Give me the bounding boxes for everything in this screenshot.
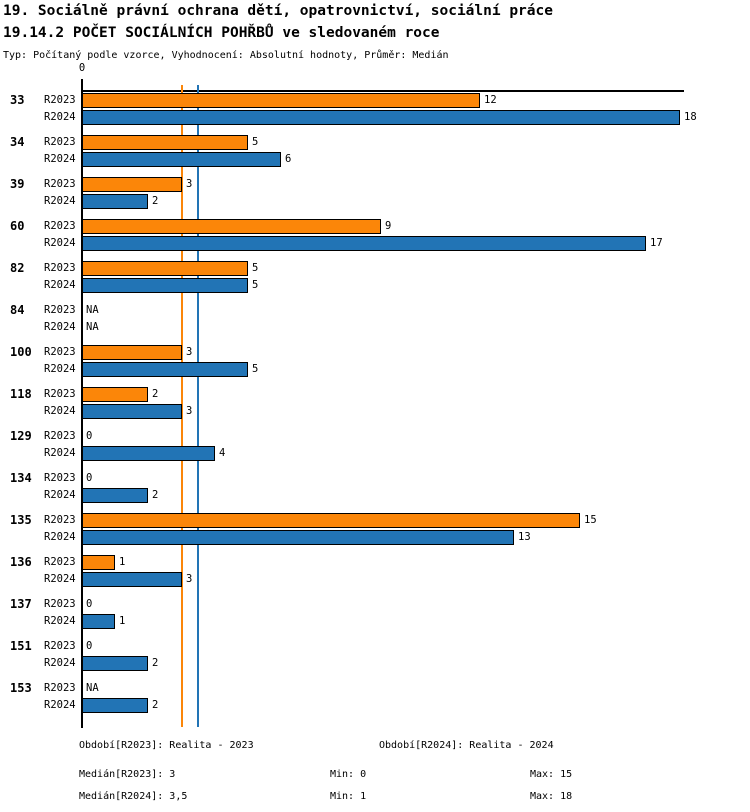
- series-label-r2023: R2023: [44, 220, 76, 232]
- series-label-r2024: R2024: [44, 531, 76, 543]
- category-label-82: 82: [10, 261, 25, 275]
- category-label-136: 136: [10, 555, 32, 569]
- median-label-r2024: Medián[R2024]: 3,5: [79, 791, 188, 802]
- page-subtitle: 19.14.2 POČET SOCIÁLNÍCH POHŘBŮ ve sledovaném roce: [3, 25, 440, 41]
- series-label-r2024: R2024: [44, 699, 76, 711]
- bar-118-r2024: [82, 404, 182, 419]
- series-label-r2023: R2023: [44, 388, 76, 400]
- bar-value-60-r2024: 17: [650, 237, 663, 249]
- category-label-33: 33: [10, 93, 25, 107]
- bar-100-r2023: [82, 345, 182, 360]
- bar-34-r2024: [82, 152, 281, 167]
- series-label-r2024: R2024: [44, 321, 76, 333]
- bar-value-60-r2023: 9: [385, 220, 392, 232]
- bar-135-r2024: [82, 530, 514, 545]
- series-label-r2023: R2023: [44, 514, 76, 526]
- category-label-151: 151: [10, 639, 32, 653]
- series-label-r2024: R2024: [44, 195, 76, 207]
- series-label-r2024: R2024: [44, 573, 76, 585]
- bar-value-129-r2023: 0: [86, 430, 93, 442]
- category-label-39: 39: [10, 177, 25, 191]
- category-label-34: 34: [10, 135, 25, 149]
- bar-value-151-r2023: 0: [86, 640, 93, 652]
- bar-value-134-r2024: 2: [152, 489, 159, 501]
- bar-value-33-r2023: 12: [484, 94, 497, 106]
- category-label-84: 84: [10, 303, 25, 317]
- series-label-r2023: R2023: [44, 430, 76, 442]
- period-label-r2024: Období[R2024]: Realita - 2024: [379, 740, 554, 751]
- series-label-r2023: R2023: [44, 304, 76, 316]
- min-label-r2024: Min: 1: [330, 791, 367, 802]
- bar-82-r2023: [82, 261, 248, 276]
- bar-134-r2024: [82, 488, 148, 503]
- bar-value-33-r2024: 18: [684, 111, 697, 123]
- category-label-153: 153: [10, 681, 32, 695]
- bar-151-r2024: [82, 656, 148, 671]
- bar-34-r2023: [82, 135, 248, 150]
- series-label-r2023: R2023: [44, 598, 76, 610]
- bar-136-r2024: [82, 572, 182, 587]
- series-label-r2024: R2024: [44, 405, 76, 417]
- series-label-r2024: R2024: [44, 153, 76, 165]
- bar-value-82-r2023: 5: [252, 262, 259, 274]
- bar-value-34-r2023: 5: [252, 136, 259, 148]
- bar-value-118-r2024: 3: [186, 405, 193, 417]
- series-label-r2024: R2024: [44, 363, 76, 375]
- series-label-r2023: R2023: [44, 640, 76, 652]
- bar-value-129-r2024: 4: [219, 447, 226, 459]
- category-label-135: 135: [10, 513, 32, 527]
- x-axis-zero-label: 0: [78, 62, 86, 74]
- category-label-100: 100: [10, 345, 32, 359]
- bar-value-39-r2024: 2: [152, 195, 159, 207]
- bar-135-r2023: [82, 513, 580, 528]
- bar-33-r2023: [82, 93, 480, 108]
- period-label-r2023: Období[R2023]: Realita - 2023: [79, 740, 254, 751]
- median-line-r2024: [197, 85, 199, 727]
- bar-value-118-r2023: 2: [152, 388, 159, 400]
- chart-meta-line: Typ: Počítaný podle vzorce, Vyhodnocení: Absolutní hodnoty, Průměr: Medián: [3, 50, 449, 61]
- bar-153-r2024: [82, 698, 148, 713]
- series-label-r2024: R2024: [44, 111, 76, 123]
- category-label-129: 129: [10, 429, 32, 443]
- series-label-r2024: R2024: [44, 615, 76, 627]
- bar-value-153-r2024: 2: [152, 699, 159, 711]
- category-label-134: 134: [10, 471, 32, 485]
- bar-129-r2024: [82, 446, 215, 461]
- bar-value-100-r2024: 5: [252, 363, 259, 375]
- series-label-r2023: R2023: [44, 472, 76, 484]
- bar-118-r2023: [82, 387, 148, 402]
- category-label-118: 118: [10, 387, 32, 401]
- series-label-r2023: R2023: [44, 682, 76, 694]
- bar-value-137-r2024: 1: [119, 615, 126, 627]
- bar-value-135-r2024: 13: [518, 531, 531, 543]
- bar-value-136-r2024: 3: [186, 573, 193, 585]
- bar-39-r2023: [82, 177, 182, 192]
- series-label-r2023: R2023: [44, 136, 76, 148]
- series-label-r2023: R2023: [44, 178, 76, 190]
- bar-33-r2024: [82, 110, 680, 125]
- bar-value-137-r2023: 0: [86, 598, 93, 610]
- min-label-r2023: Min: 0: [330, 769, 367, 780]
- bar-100-r2024: [82, 362, 248, 377]
- bar-value-84-r2023: NA: [86, 304, 99, 316]
- bar-39-r2024: [82, 194, 148, 209]
- bar-60-r2024: [82, 236, 646, 251]
- median-label-r2023: Medián[R2023]: 3: [79, 769, 176, 780]
- bar-value-151-r2024: 2: [152, 657, 159, 669]
- series-label-r2024: R2024: [44, 279, 76, 291]
- series-label-r2024: R2024: [44, 489, 76, 501]
- bar-value-153-r2023: NA: [86, 682, 99, 694]
- bar-value-39-r2023: 3: [186, 178, 193, 190]
- bar-value-136-r2023: 1: [119, 556, 126, 568]
- series-label-r2023: R2023: [44, 94, 76, 106]
- bar-82-r2024: [82, 278, 248, 293]
- bar-136-r2023: [82, 555, 115, 570]
- series-label-r2024: R2024: [44, 657, 76, 669]
- x-axis-line: [82, 90, 684, 92]
- bar-value-34-r2024: 6: [285, 153, 292, 165]
- category-label-60: 60: [10, 219, 25, 233]
- series-label-r2024: R2024: [44, 237, 76, 249]
- series-label-r2024: R2024: [44, 447, 76, 459]
- bar-137-r2024: [82, 614, 115, 629]
- series-label-r2023: R2023: [44, 346, 76, 358]
- bar-value-84-r2024: NA: [86, 321, 99, 333]
- category-label-137: 137: [10, 597, 32, 611]
- bar-value-135-r2023: 15: [584, 514, 597, 526]
- page-title: 19. Sociálně právní ochrana dětí, opatrovnictví, sociální práce: [3, 3, 553, 19]
- bar-value-100-r2023: 3: [186, 346, 193, 358]
- max-label-r2023: Max: 15: [530, 769, 573, 780]
- series-label-r2023: R2023: [44, 556, 76, 568]
- series-label-r2023: R2023: [44, 262, 76, 274]
- max-label-r2024: Max: 18: [530, 791, 573, 802]
- bar-value-82-r2024: 5: [252, 279, 259, 291]
- bar-value-134-r2023: 0: [86, 472, 93, 484]
- bar-60-r2023: [82, 219, 381, 234]
